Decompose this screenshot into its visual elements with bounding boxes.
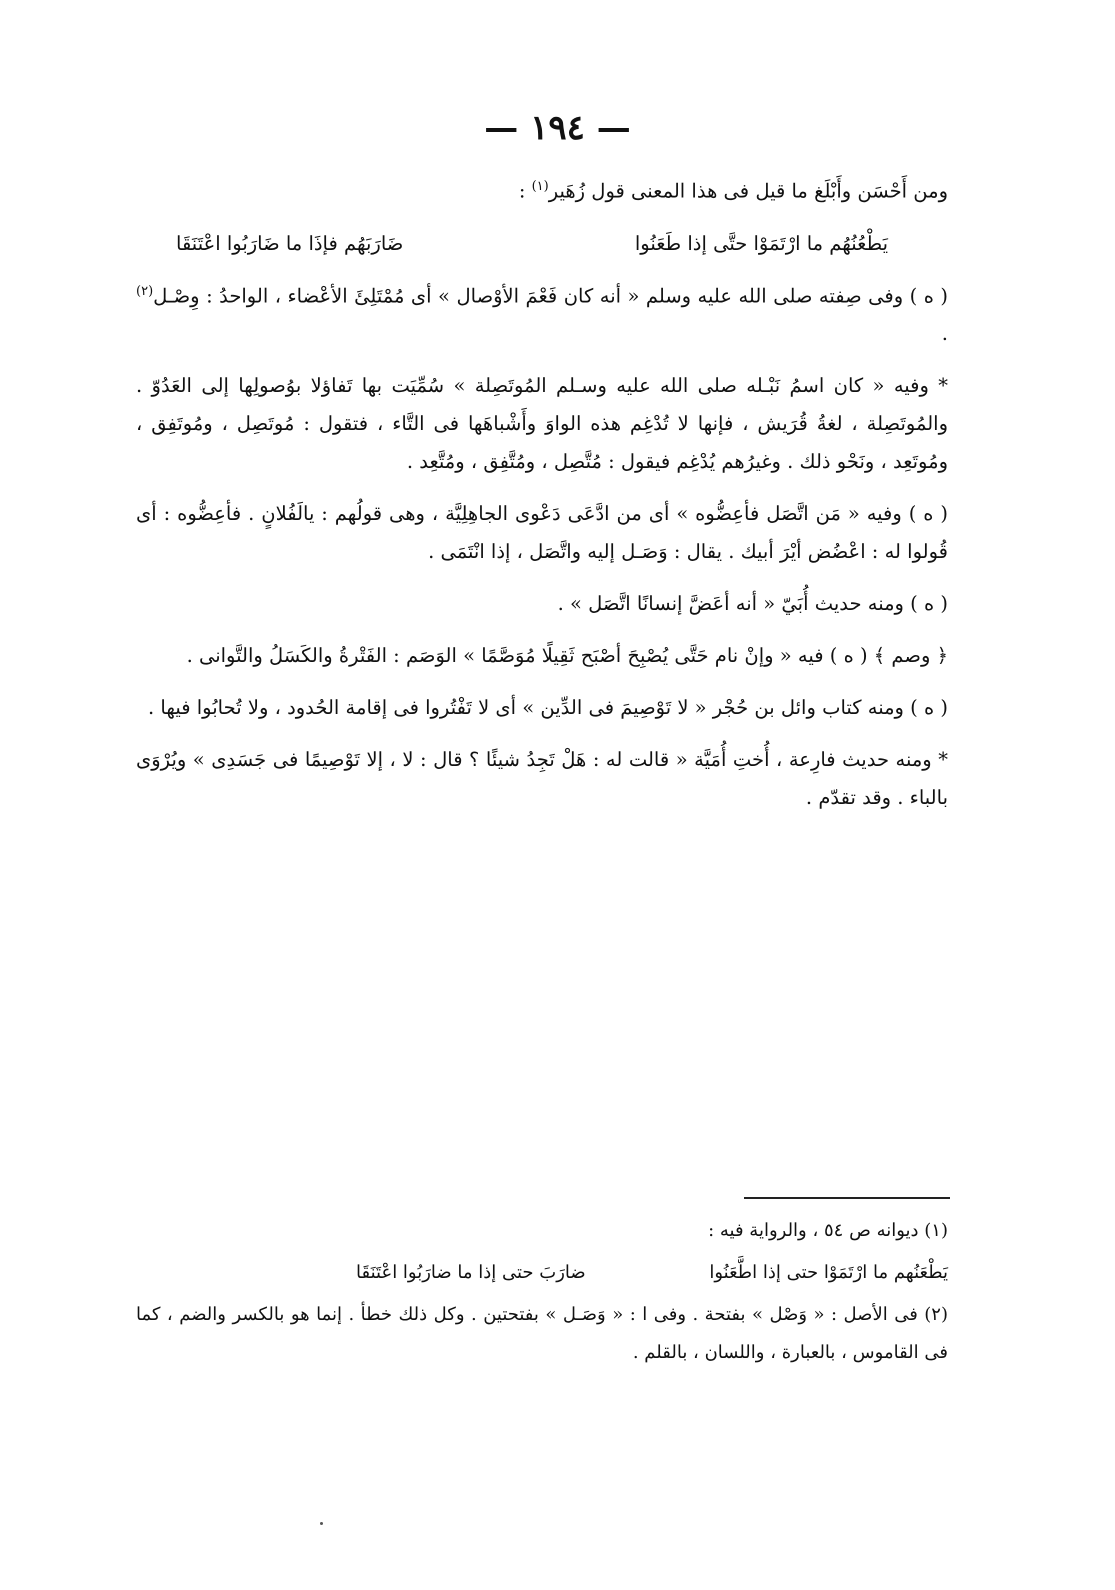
stray-dot — [320, 1522, 323, 1525]
paragraph-text: ومن أَحْسَن وأَبْلَغ ما قيل فى هذا المعنى قول زُهَير — [548, 179, 948, 203]
verse-second-hemistich: ضَارَبَهُم فإذَا ما ضَارَبُوا اعْتَنَقَا — [176, 231, 404, 255]
paragraph-ubayy: ( ه ) ومنه حديث أُبَيّ « أنه أعَضَّ إنسانًا اتَّصَل » . — [557, 592, 948, 615]
page-number: — ١٩٤ — — [484, 108, 631, 148]
footnote-1: (١) ديوانه ص ٥٤ ، والرواية فيه : — [708, 1220, 948, 1241]
verse-second-hemistich: ضارَبَ حتى إذا ما ضارَبُوا اعْتَنَقَا — [356, 1262, 586, 1283]
paragraph-punct: : — [518, 179, 532, 203]
paragraph-al-mutasila: * وفيه « كان اسمُ نَبْـله صلى الله عليه وسـلم المُوتَصِلة » سُمِّيَت بها تَفاؤلا بوُصولِها إلى العَدُوّ . والمُوتَصِلة ، لغةُ قُرَيش ، فإنها لا تُدْغِم هذه الواوَ وأَشْباهَها فى التَّاء ، فتقول : مُوتَصِل ، ومُوتَفِق ، ومُوتَعِد ، ونَحْو ذلك . وغيرُهم يُدْغِم فيقول : مُتَّصِل ، ومُتَّفِق ، ومُتَّعِد . — [136, 374, 948, 473]
paragraph-punct: . — [941, 322, 948, 345]
main-text — [136, 168, 948, 831]
footnote-ref-2: (٢) — [136, 283, 154, 299]
footnotes — [136, 1212, 948, 1372]
paragraph-ittasala: ( ه ) وفيه « مَن اتَّصَل فأعِضُّوه » أى من ادَّعَى دَعْوى الجاهِلِيَّة ، وهى قولُهم : يالَفُلانٍ . فأعِضُّوه : أى قُولوا له : اعْضُض أيْرَ أبيك . يقال : وَصَـل إليه واتَّصَل ، إذا انْتَمَى . — [136, 502, 948, 563]
paragraph-text: ( ه ) وفى صِفته صلى الله عليه وسلم « أنه كان فَعْمَ الأوْصال » أى مُمْتَلِئَ الأعْضاء ، الواحدُ : وِصْـل — [153, 284, 948, 307]
footnote-2: (٢) فى الأصل : « وَصْل » بفتحة . وفى ا : « وَصَـل » بفتحتين . وكل ذلك خطأ . إنما هو بالكسر والضم ، كما فى القاموس ، بالعبارة ، واللسان ، بالقلم . — [136, 1304, 948, 1363]
entry-wasam: ﴿ وصم ﴾ ( ه ) فيه « وإنْ نام حَتَّى يُصْبِحَ أصْبَح ثَقِيلًا مُوَصَّمًا » الوَصَم : الفَتْرةُ والكَسَلُ والتَّوانى . — [186, 644, 948, 667]
verse-line — [136, 225, 948, 263]
footnote-ref-1: (١) — [531, 179, 549, 194]
paragraph-faam-al-awsal — [136, 273, 948, 354]
paragraph-wail-ibn-hujr: ( ه ) ومنه كتاب وائل بن حُجْر « لا تَوْصِيمَ فى الدِّين » أى لا تَفْتُروا فى إقامة الحُدود ، ولا تُحابُوا فيها . — [148, 696, 948, 719]
footnote-verse-line — [136, 1254, 948, 1292]
footnote-divider — [744, 1197, 950, 1199]
paragraph-fariah: * ومنه حديث فارِعة ، أُختِ أُمَيَّة « قالت له : هَلْ تَجِدُ شيئًا ؟ قال : لا ، إلا تَوْصِيمًا فى جَسَدِى » ويُرْوَى بالباء . وقد تقدّم . — [136, 748, 948, 809]
paragraph-zuhair-intro — [136, 168, 948, 211]
verse-first-hemistich: يَطْعُنُهُم ما ارْتَمَوْا حتَّى إذا طَعَنُوا — [634, 231, 888, 255]
verse-first-hemistich: يَطْعَنُهم ما ارْتَمَوْا حتى إذا اطَّعَنُوا — [709, 1262, 948, 1283]
